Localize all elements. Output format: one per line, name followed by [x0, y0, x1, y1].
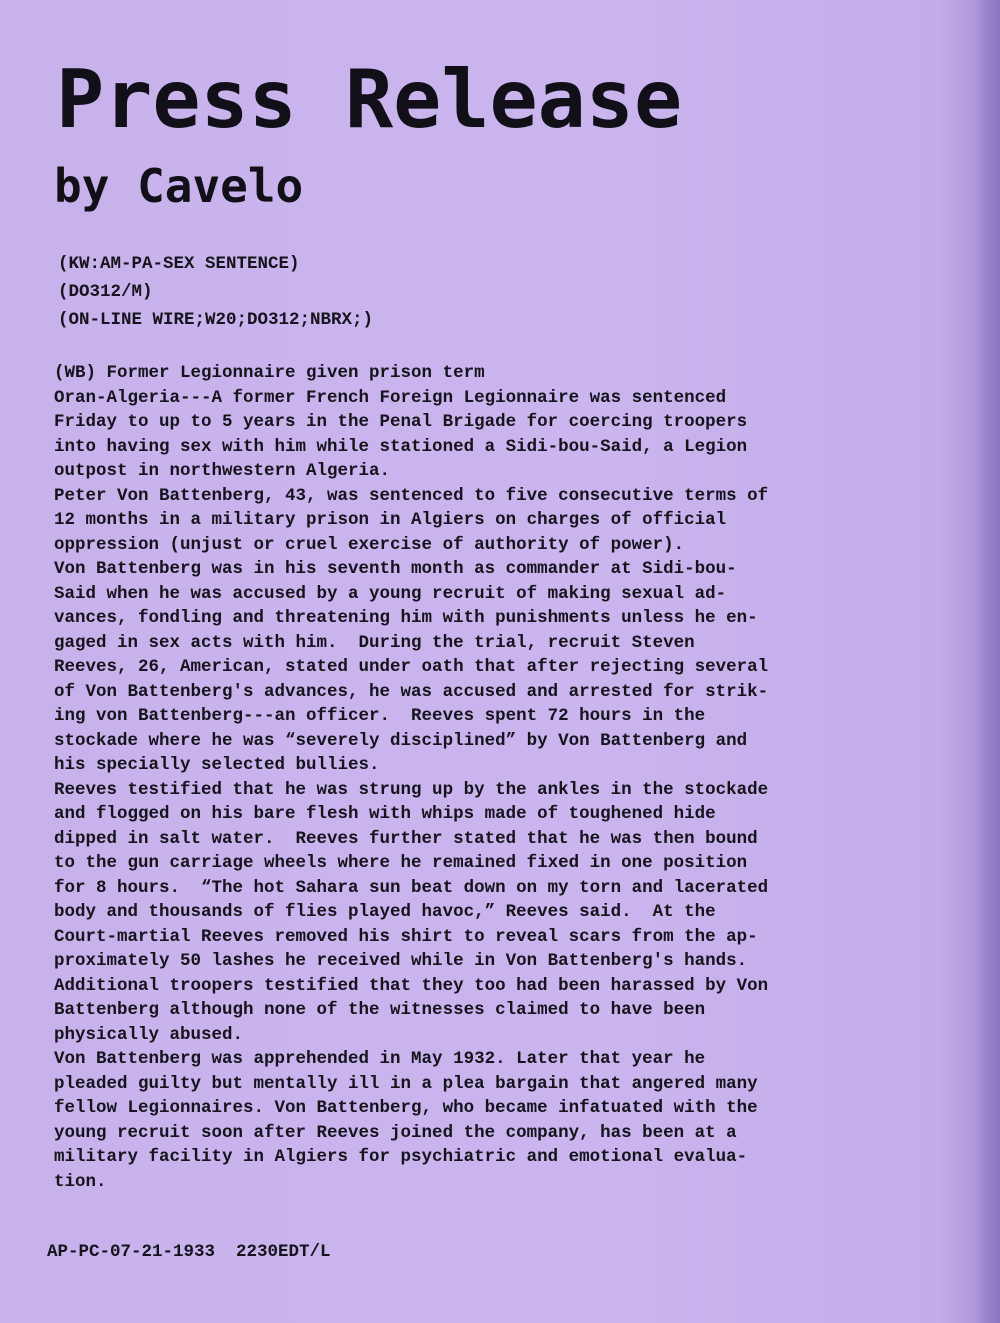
body-line: and flogged on his bare flesh with whips made of toughened hide [54, 804, 716, 824]
wire-metadata [58, 250, 373, 334]
body-line: (WB) Former Legionnaire given prison term [54, 363, 485, 383]
body-line: vances, fondling and threatening him with punishments unless he en- [54, 608, 758, 628]
body-line: Said when he was accused by a young recruit of making sexual ad- [54, 583, 727, 604]
body-line: tion. [54, 1171, 107, 1192]
article-body [54, 361, 904, 1194]
wire-footer-code: AP-PC-07-21-1933 2230EDT/L [47, 1242, 331, 1262]
meta-line: (KW:AM-PA-SEX SENTENCE) [58, 254, 300, 274]
body-line: stockade where he was “severely disciplined” by Von Battenberg and [54, 730, 748, 751]
body-line: oppression (unjust or cruel exercise of authority of power). [54, 534, 685, 555]
body-line: military facility in Algiers for psychiatric and emotional evalua- [54, 1147, 748, 1167]
body-line: young recruit soon after Reeves joined the company, has been at a [54, 1122, 737, 1143]
meta-line: (DO312/M) [58, 282, 153, 302]
byline: by Cavelo [54, 159, 304, 213]
body-line: proximately 50 lashes he received while in Von Battenberg's hands. [54, 951, 748, 971]
body-line: into having sex with him while stationed a Sidi-bou-Said, a Legion [54, 436, 748, 457]
body-line: ing von Battenberg---an officer. Reeves spent 72 hours in the [54, 706, 706, 726]
body-line: Reeves, 26, American, stated under oath that after rejecting several [54, 657, 769, 677]
body-line: 12 months in a military prison in Algiers on charges of official [54, 510, 727, 530]
body-line: of Von Battenberg's advances, he was accused and arrested for strik- [54, 681, 769, 702]
body-line: Additional troopers testified that they too had been harassed by Von [54, 975, 769, 996]
page-title: Press Release [56, 53, 683, 146]
body-line: for 8 hours. “The hot Sahara sun beat down on my torn and lacerated [54, 877, 769, 898]
body-line: physically abused. [54, 1024, 244, 1045]
body-line: body and thousands of flies played havoc,” Reeves said. At the [54, 902, 716, 922]
meta-line: (ON-LINE WIRE;W20;DO312;NBRX;) [58, 310, 374, 330]
body-line: Court-martial Reeves removed his shirt to reveal scars from the ap- [54, 926, 758, 947]
body-line: Von Battenberg was apprehended in May 1932. Later that year he [54, 1049, 706, 1069]
body-line: Friday to up to 5 years in the Penal Brigade for coercing troopers [54, 412, 748, 432]
body-line: Reeves testified that he was strung up by the ankles in the stockade [54, 779, 769, 800]
body-line: pleaded guilty but mentally ill in a plea bargain that angered many [54, 1073, 758, 1094]
body-line: fellow Legionnaires. Von Battenberg, who became infatuated with the [54, 1098, 758, 1118]
body-line: Peter Von Battenberg, 43, was sentenced to five consecutive terms of [54, 485, 769, 506]
body-line: to the gun carriage wheels where he remained fixed in one position [54, 853, 748, 873]
body-line: Oran-Algeria---A former French Foreign Legionnaire was sentenced [54, 387, 727, 408]
body-line: Von Battenberg was in his seventh month as commander at Sidi-bou- [54, 559, 737, 579]
body-line: Battenberg although none of the witnesses claimed to have been [54, 1000, 706, 1020]
body-line: his specially selected bullies. [54, 755, 380, 775]
page-edge-shadow [974, 0, 1000, 1323]
body-line: outpost in northwestern Algeria. [54, 461, 391, 481]
body-line: dipped in salt water. Reeves further stated that he was then bound [54, 828, 758, 849]
body-line: gaged in sex acts with him. During the trial, recruit Steven [54, 632, 695, 653]
